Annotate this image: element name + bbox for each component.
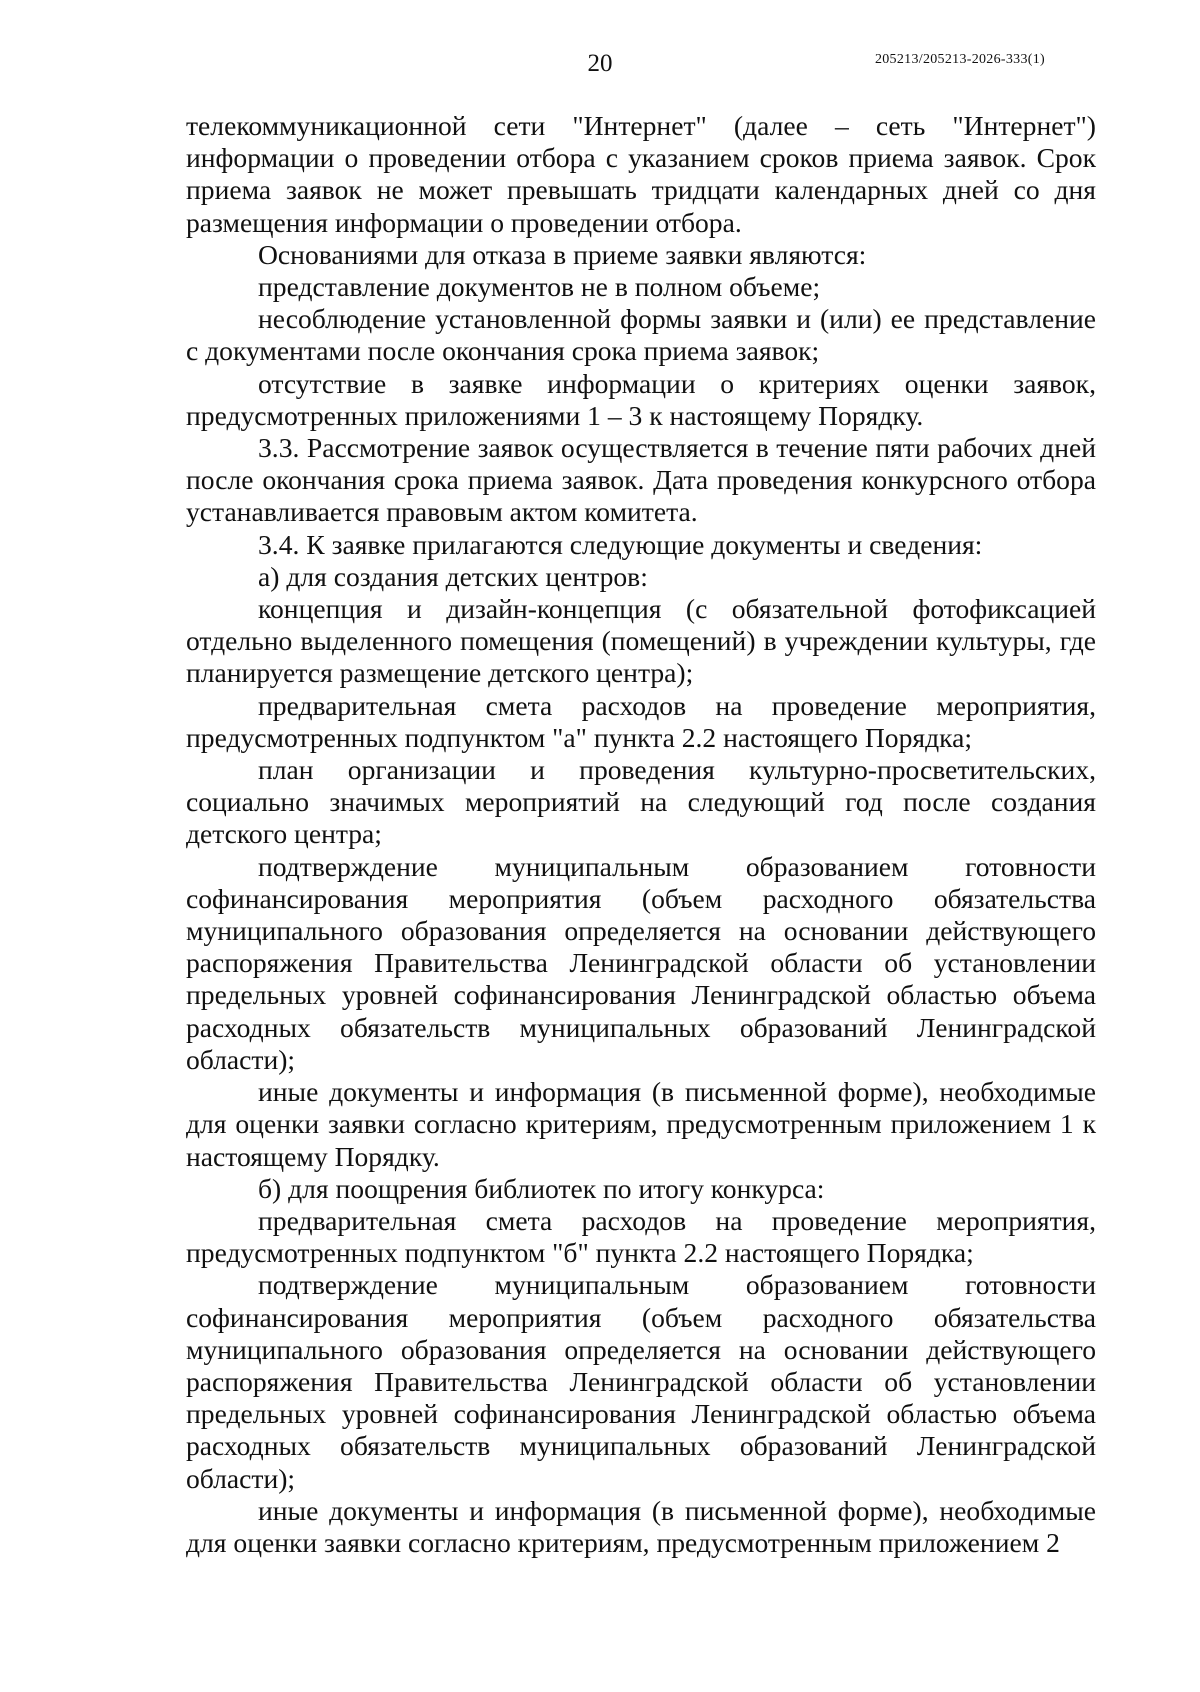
paragraph: представление документов не в полном объеме; xyxy=(258,271,821,303)
paragraph: телекоммуникационной сети "Интернет" (далее – сеть "Интернет") информации о проведении отбора с указанием сроков приема заявок. Срок приема заявок не может превышать тридцати календарных дней со дня размещения информации о проведении отбора. xyxy=(186,110,1096,238)
paragraph: предварительная смета расходов на проведение мероприятия, предусмотренных подпунктом "а" пункта 2.2 настоящего Порядка; xyxy=(186,689,1096,753)
paragraph: иные документы и информация (в письменной форме), необходимые для оценки заявки согласно критериям, предусмотренным приложением 2 xyxy=(186,1494,1096,1558)
paragraph: план организации и проведения культурно-просветительских, социально значимых мероприятий на следующий год после создания детского центра; xyxy=(186,754,1096,850)
paragraph: подтверждение муниципальным образованием готовности софинансирования мероприятия (объем расходного обязательства муниципального образования определяется на основании действующего распоряжения Правительства Ленинградской области об установлении предельных уровней софинансирования Ленинградской областью объема расходных обязательств муниципальных образований Ленинградской области); xyxy=(186,1269,1096,1494)
page-number: 20 xyxy=(587,50,613,77)
paragraph: иные документы и информация (в письменной форме), необходимые для оценки заявки согласно критериям, предусмотренным приложением 1 к настоящему Порядку. xyxy=(186,1076,1096,1172)
paragraph: а) для создания детских центров: xyxy=(258,560,648,592)
paragraph: несоблюдение установленной формы заявки и (или) ее представление с документами после окончания срока приема заявок; xyxy=(186,303,1096,367)
paragraph: 3.3. Рассмотрение заявок осуществляется в течение пяти рабочих дней после окончания срока приема заявок. Дата проведения конкурсного отбора устанавливается правовым актом комитета. xyxy=(186,432,1096,528)
paragraph: отсутствие в заявке информации о критериях оценки заявок, предусмотренных приложениями 1 – 3 к настоящему Порядку. xyxy=(186,367,1096,431)
document-id: 205213/205213-2026-333(1) xyxy=(874,52,1045,67)
paragraph: предварительная смета расходов на проведение мероприятия, предусмотренных подпунктом "б" пункта 2.2 настоящего Порядка; xyxy=(186,1204,1096,1269)
paragraph: подтверждение муниципальным образованием готовности софинансирования мероприятия (объем расходного обязательства муниципального образования определяется на основании действующего распоряжения Правительства Ленинградской области об установлении предельных уровней софинансирования Ленинградской областью объема расходных обязательств муниципальных образований Ленинградской области); xyxy=(186,850,1096,1075)
paragraph: 3.4. К заявке прилагаются следующие документы и сведения: xyxy=(258,528,983,560)
document-body xyxy=(186,110,1096,1559)
paragraph: концепция и дизайн-концепция (с обязательной фотофиксацией отдельно выделенного помещения (помещений) в учреждении культуры, где планируется размещение детского центра); xyxy=(186,593,1096,689)
paragraph: Основаниями для отказа в приеме заявки являются: xyxy=(258,238,867,270)
paragraph: б) для поощрения библиотек по итогу конкурса: xyxy=(258,1172,825,1204)
